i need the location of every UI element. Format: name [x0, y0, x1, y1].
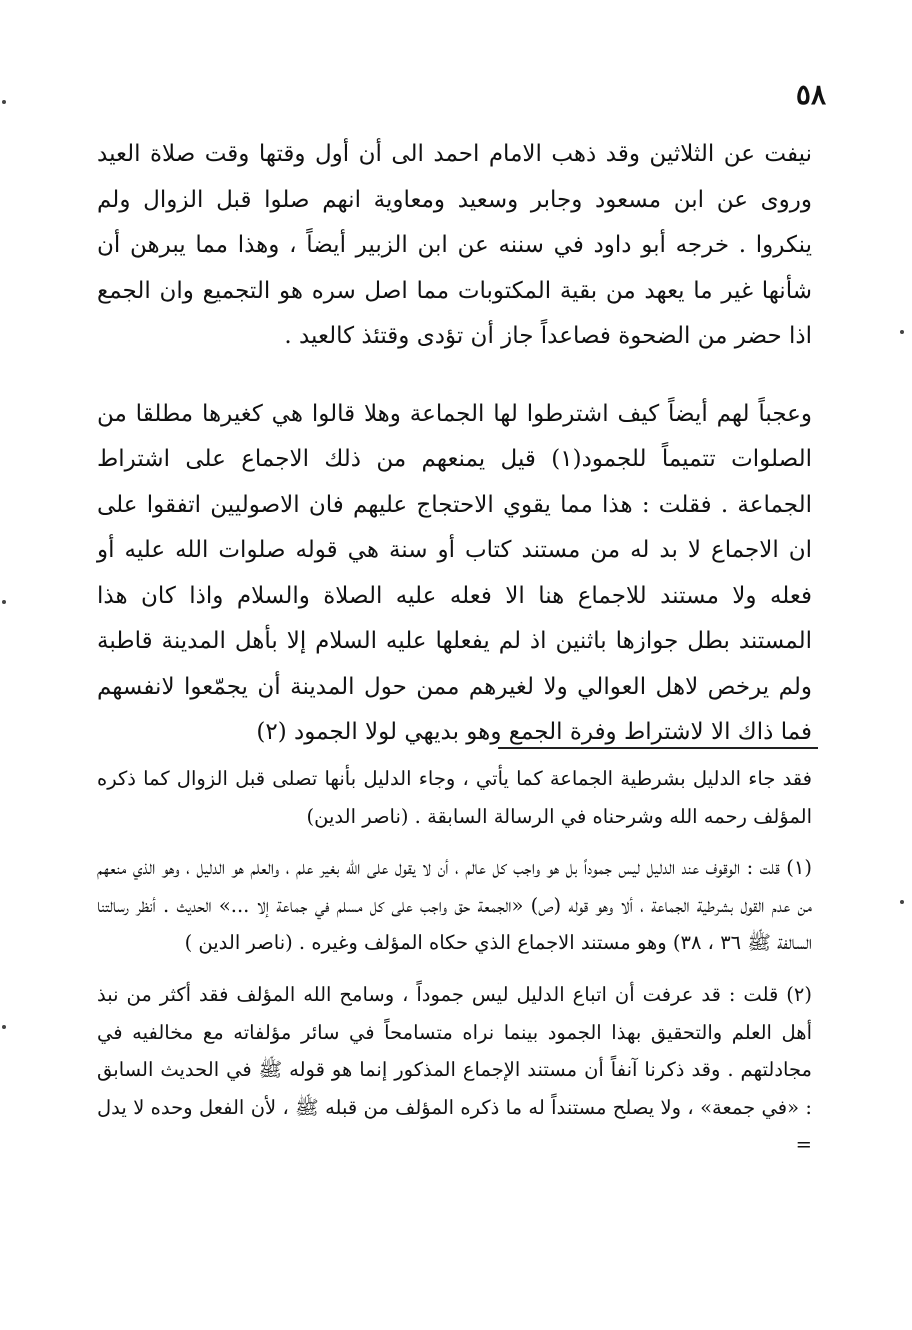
margin-mark: [900, 330, 904, 334]
main-text: [97, 132, 812, 756]
page-number: ٥٨: [795, 78, 826, 111]
paragraph-1: نيفت عن الثلاثين وقد ذهب الامام احمد الى أن أول وقتها وقت صلاة العيد وروى عن ابن مسعود وجابر وسعيد ومعاوية انهم صلوا قبل الزوال ولم ينكروا . خرجه أبو داود في سننه عن ابن الزبير أيضاً ، وهذا مما يبرهن أن شأنها غير ما يعهد من بقية المكتوبات مما اصل سره هو التجميع وان الجمع اذا حضر من الضحوة فصاعداً جاز أن تؤدى وقتئذ كالعيد .: [97, 141, 812, 349]
margin-mark: [2, 100, 6, 104]
margin-mark: [2, 1025, 6, 1029]
margin-mark: [2, 600, 6, 604]
footnote-2: (٢) قلت : قد عرفت أن اتباع الدليل ليس جموداً ، وسامح الله المؤلف فقد أكثر من نبذ أهل العلم والتحقيق بهذا الجمود بينما نراه متسامحاً في سائر مؤلفاته مع مخالفيه في مجادلتهم . وقد ذكرنا آنفاً أن مستند الإجماع المذكور إنما هو قوله ﷺ في الحديث السابق : «في جمعة» ، ولا يصلح مستنداً له ما ذكره المؤلف من قبله ﷺ ، لأن الفعل وحده لا يدل =: [97, 982, 812, 1157]
footnote-separator: [498, 747, 818, 749]
margin-mark: [900, 900, 904, 904]
footnotes: [97, 760, 812, 1164]
paragraph-2: وعجباً لهم أيضاً كيف اشترطوا لها الجماعة وهلا قالوا هي كغيرها مطلقا من الصلوات تتميماً للجمود(١) قيل يمنعهم من ذلك الاجماع على اشتراط الجماعة . فقلت : هذا مما يقوي الاحتجاج عليهم فان الاصوليين اتفقوا على ان الاجماع لا بد له من مستند كتاب أو سنة هي قوله صلوات الله عليه أو فعله ولا مستند للاجماع هنا الا فعله عليه الصلاة والسلام واذا كان هذا المستند بطل جوازها باثنين اذ لم يفعلها عليه السلام إلا بأهل المدينة قاطبة ولم يرخص لاهل العوالي ولا لغيرهم ممن حول المدينة أن يجمّعوا لانفسهم فما ذاك الا لاشتراط وفرة الجمع وهو بديهي لولا الجمود (٢): [97, 400, 812, 745]
footnote-continuation: فقد جاء الدليل بشرطية الجماعة كما يأتي ، وجاء الدليل بأنها تصلى قبل الزوال كما ذكره المؤلف رحمه الله وشرحناه في الرسالة السابقة . (ناصر الدين): [97, 767, 812, 828]
footnote-1: (١) قلت : الوقوف عند الدليل ليس جموداً بل هو واجب كل عالم ، أن لا يقول على الله بغير علم ، والعلم هو الدليل ، وهو الذي منعهم من عدم القول بشرطية الجماعة ، ألا وهو قوله (ص) «الجمعة حق واجب على كل مسلم في جماعة إلا ...» الحديث . أنظر رسالتنا السالفة ﷺ ٣٦ ، ٣٨) وهو مستند الاجماع الذي حكاه المؤلف وغيره . (ناصر الدين ): [97, 856, 812, 955]
